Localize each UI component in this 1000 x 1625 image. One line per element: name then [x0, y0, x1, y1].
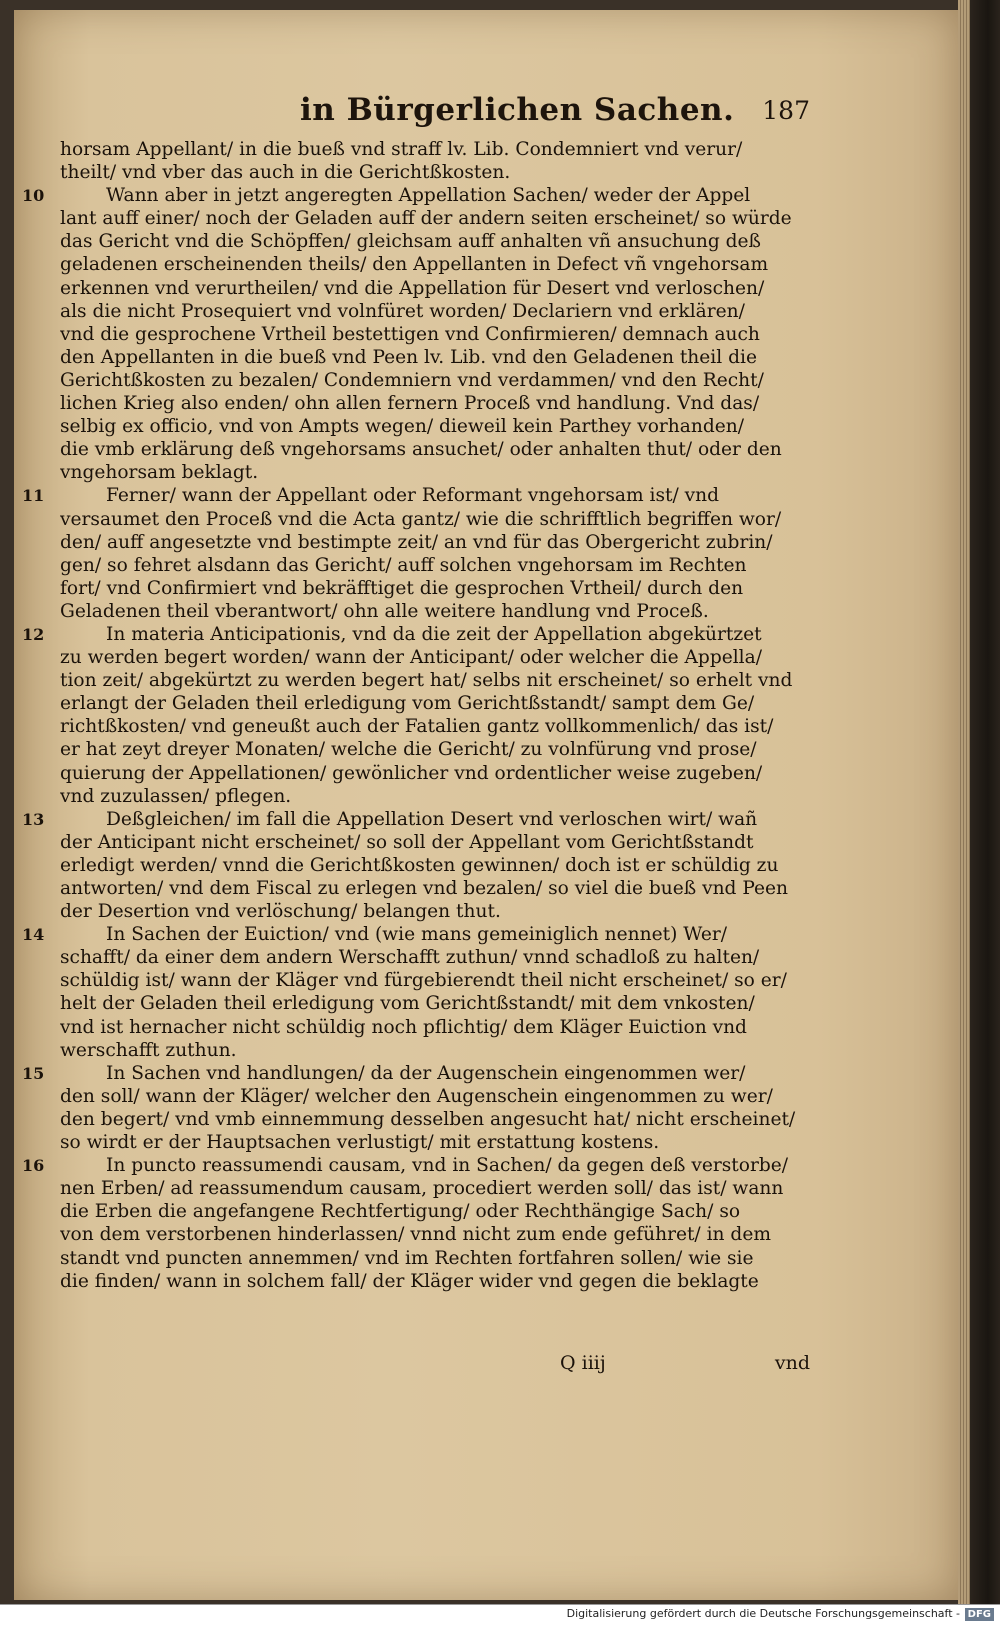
text-line: der Anticipant nicht erscheinet/ so soll der Appellant vom Gerichtßstandt	[60, 831, 754, 853]
page-number: 187	[762, 96, 810, 125]
text-line: fort/ vnd Confirmiert vnd bekräfftiget die gesprochen Vrtheil/ durch den	[60, 577, 744, 599]
text-line: In Sachen der Euiction/ vnd (wie mans gemeiniglich nennet) Wer/	[106, 924, 728, 946]
text-line: selbig ex officio, vnd von Ampts wegen/ dieweil kein Parthey vorhanden/	[60, 416, 744, 438]
marginal-number: 13	[22, 809, 45, 829]
text-line: helt der Geladen theil erledigung vom Gerichtßstandt/ mit dem vnkosten/	[60, 993, 755, 1015]
text-line: schafft/ da einer dem andern Werschafft zuthun/ vnnd schadloß zu halten/	[60, 947, 760, 969]
footer-credit: Digitalisierung gefördert durch die Deutsche Forschungsgemeinschaft -	[566, 1607, 960, 1620]
text-line: In Sachen vnd handlungen/ da der Augenschein eingenommen wer/	[106, 1062, 746, 1084]
paragraph	[22, 1154, 810, 1293]
text-line: nen Erben/ ad reassumendum causam, procediert werden soll/ das ist/ wann	[60, 1178, 784, 1200]
text-line: als die nicht Prosequiert vnd volnfüret worden/ Declariern vnd erklären/	[60, 300, 745, 322]
text-line: vngehorsam beklagt.	[60, 462, 259, 484]
text-line: den Appellanten in die bueß vnd Peen lv. Lib. vnd den Geladenen theil die	[60, 346, 757, 368]
text-line: den/ auff angesetzte vnd bestimpte zeit/ an vnd für das Obergericht zubrin/	[60, 531, 773, 553]
text-line: vnd ist hernacher nicht schüldig noch pflichtig/ dem Kläger Euiction vnd	[60, 1016, 747, 1038]
text-line: der Desertion vnd verlöschung/ belangen thut.	[60, 901, 501, 923]
text-line: Ferner/ wann der Appellant oder Reformant vngehorsam ist/ vnd	[106, 485, 720, 507]
paragraph	[22, 184, 810, 484]
text-line: In materia Anticipationis, vnd da die zeit der Appellation abgekürtzet	[106, 623, 762, 645]
text-line: In puncto reassumendi causam, vnd in Sachen/ da gegen deß verstorbe/	[106, 1155, 789, 1177]
catchline	[60, 1352, 810, 1378]
text-line: werschafft zuthun.	[60, 1039, 237, 1061]
text-line: erlangt der Geladen theil erledigung vom Gerichtßstandt/ sampt dem Ge/	[60, 693, 755, 715]
text-line: richtßkosten/ vnd geneußt auch der Fatalien gantz vollkommenlich/ das ist/	[60, 716, 774, 738]
text-line: schüldig ist/ wann der Kläger vnd fürgebierendt theil nicht erscheinet/ so er/	[60, 970, 787, 992]
text-line: Geladenen theil vberantwort/ ohn alle weitere handlung vnd Proceß.	[60, 600, 709, 622]
text-line: so wirdt er der Hauptsachen verlustigt/ mit erstattung kostens.	[60, 1132, 660, 1154]
text-line: die Erben die angefangene Rechtfertigung/ oder Rechthängige Sach/ so	[60, 1201, 741, 1223]
marginal-number: 14	[22, 925, 45, 945]
text-line: Wann aber in jetzt angeregten Appellation Sachen/ weder der Appel	[106, 185, 751, 207]
text-line: von dem verstorbenen hinderlassen/ vnnd nicht zum ende geführet/ in dem	[60, 1224, 771, 1246]
text-line: den begert/ vnd vmb einnemmung desselben angesucht hat/ nicht erscheinet/	[60, 1108, 796, 1130]
text-line: erkennen vnd verurtheilen/ vnd die Appellation für Desert vnd verloschen/	[60, 277, 765, 299]
text-line: antworten/ vnd dem Fiscal zu erlegen vnd bezalen/ so viel die bueß vnd Peen	[60, 878, 789, 899]
text-line: Gerichtßkosten zu bezalen/ Condemniern vnd verdammen/ vnd den Recht/	[60, 369, 764, 391]
text-line: die vmb erklärung deß vngehorsams ansuchet/ oder anhalten thut/ oder den	[60, 439, 782, 461]
paragraph	[22, 484, 810, 623]
signature-mark: Q iiij	[560, 1352, 606, 1374]
text-line: die finden/ wann in solchem fall/ der Kläger wider vnd gegen die beklagte	[60, 1270, 759, 1292]
page-fore-edge	[958, 0, 970, 1610]
text-line: vnd zuzulassen/ pflegen.	[60, 785, 292, 807]
text-line: geladenen erscheinenden theils/ den Appellanten in Defect vñ vngehorsam	[60, 254, 769, 276]
text-line: das Gericht vnd die Schöpffen/ gleichsam auff anhalten vñ ansuchung deß	[60, 231, 761, 253]
text-line: vnd die gesprochene Vrtheil bestettigen vnd Confirmieren/ demnach auch	[60, 323, 760, 345]
text-line: standt vnd puncten annemmen/ vnd im Rechten fortfahren sollen/ wie sie	[60, 1247, 754, 1269]
book-spine	[970, 0, 1000, 1624]
marginal-number: 16	[22, 1156, 45, 1176]
text-line: tion zeit/ abgekürtzt zu werden begert hat/ selbs nit erscheinet/ so erhelt vnd	[60, 670, 793, 692]
catchword: vnd	[774, 1352, 810, 1374]
marginal-number: 11	[22, 486, 45, 506]
page-header	[60, 92, 810, 132]
text-line: erledigt werden/ vnnd die Gerichtßkosten gewinnen/ doch ist er schüldig zu	[60, 854, 779, 876]
running-title: in Bürgerlichen Sachen.	[300, 92, 735, 128]
text-line: horsam Appellant/ in die bueß vnd straff lv. Lib. Condemniert vnd verur/	[60, 139, 743, 160]
text-line: gen/ so fehret alsdann das Gericht/ auff solchen vngehorsam im Rechten	[60, 554, 747, 576]
digitization-footer	[0, 1604, 1000, 1625]
text-line: zu werden begert worden/ wann der Anticipant/ oder welcher die Appella/	[60, 647, 762, 669]
text-line: lichen Krieg also enden/ ohn allen fernern Proceß vnd handlung. Vnd das/	[60, 393, 760, 415]
marginal-number: 10	[22, 186, 45, 206]
text-block	[22, 138, 810, 1293]
text-line: er hat zeyt dreyer Monaten/ welche die Gericht/ zu volnfürung vnd prose/	[60, 739, 757, 761]
paragraph	[22, 623, 810, 808]
paragraph	[22, 808, 810, 923]
paragraph	[60, 138, 810, 184]
text-line: versaumet den Proceß vnd die Acta gantz/ wie die schrifftlich begriffen wor/	[60, 508, 782, 530]
paragraph	[22, 1062, 810, 1154]
marginal-number: 15	[22, 1063, 45, 1083]
dfg-logo: DFG	[965, 1608, 994, 1621]
text-line: Deßgleichen/ im fall die Appellation Desert vnd verloschen wirt/ wañ	[106, 808, 758, 830]
marginal-number: 12	[22, 624, 45, 644]
text-line: lant auff einer/ noch der Geladen auff der andern seiten erscheinet/ so würde	[60, 208, 792, 230]
text-line: quierung der Appellationen/ gewönlicher vnd ordentlicher weise zugeben/	[60, 762, 763, 784]
paragraph	[22, 923, 810, 1062]
text-line: den soll/ wann der Kläger/ welcher den Augenschein eingenommen zu wer/	[60, 1085, 773, 1107]
text-line: theilt/ vnd vber das auch in die Gerichtßkosten.	[60, 162, 511, 184]
